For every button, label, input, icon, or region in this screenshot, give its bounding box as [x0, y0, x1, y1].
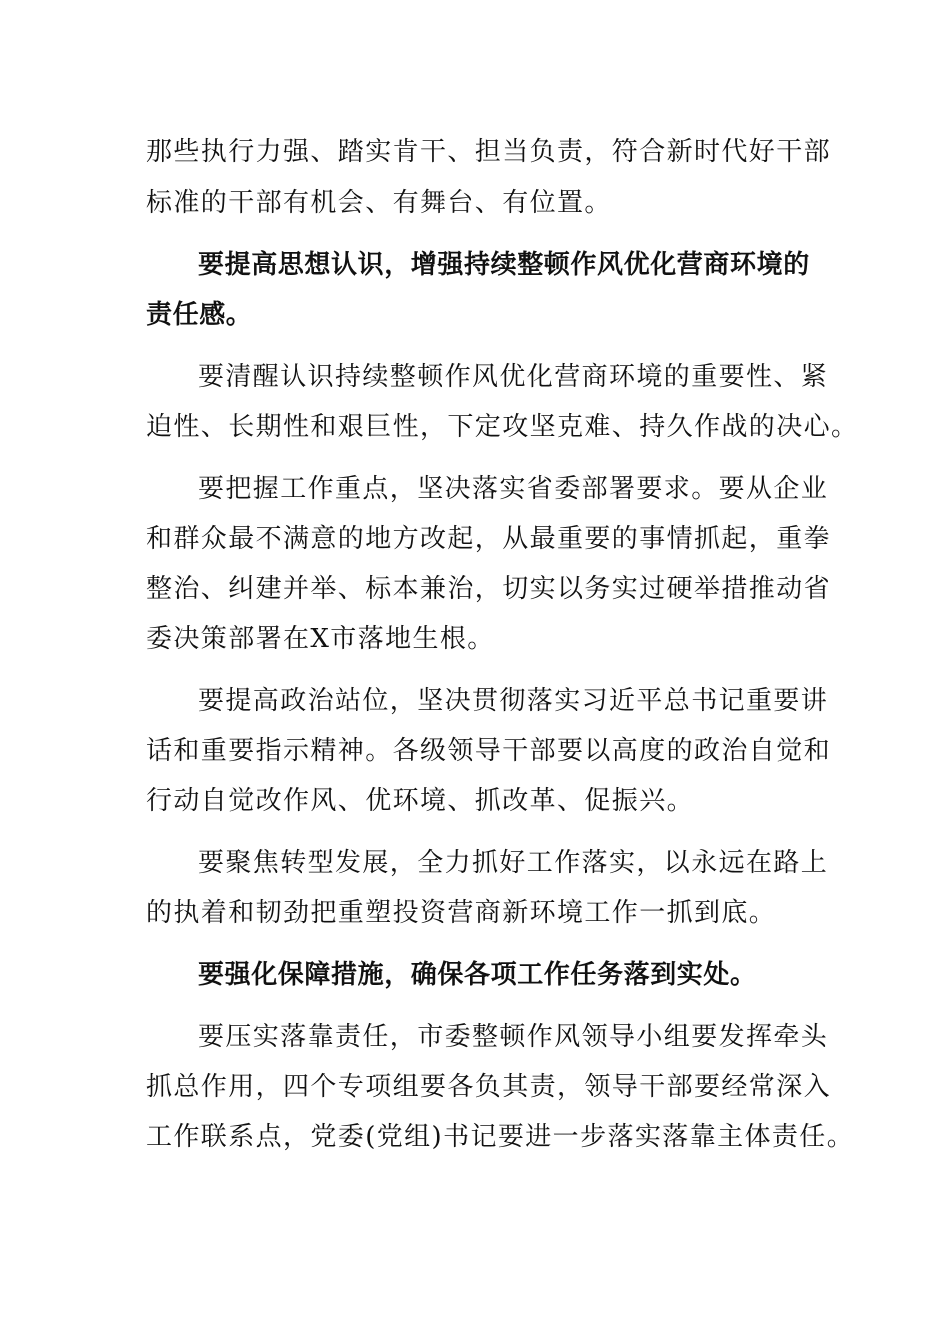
- body-text-line: 抓总作用，四个专项组要各负其责，领导干部要经常深入: [146, 1072, 832, 1102]
- body-text-line: 和群众最不满意的地方改起，从最重要的事情抓起，重拳: [146, 524, 832, 554]
- body-text-line: 行动自觉改作风、优环境、抓改革、促振兴。: [146, 786, 695, 816]
- body-text-line: 的执着和韧劲把重塑投资营商新环境工作一抓到底。: [146, 898, 777, 928]
- body-text-line: 话和重要指示精神。各级领导干部要以高度的政治自觉和: [146, 736, 832, 766]
- body-text-line: 标准的干部有机会、有舞台、有位置。: [146, 188, 612, 218]
- section-heading-line: 责任感。: [146, 300, 253, 330]
- body-text-line: 委决策部署在X市落地生根。: [146, 624, 495, 654]
- body-text-line: 要压实落靠责任，市委整顿作风领导小组要发挥牵头: [198, 1022, 829, 1052]
- body-text-line: 整治、纠建并举、标本兼治，切实以务实过硬举措推动省: [146, 574, 832, 604]
- body-text-line: 要清醒认识持续整顿作风优化营商环境的重要性、紧: [198, 362, 829, 392]
- body-text-line: 要提高政治站位，坚决贯彻落实习近平总书记重要讲: [198, 686, 829, 716]
- section-heading-line: 要强化保障措施，确保各项工作任务落到实处。: [198, 960, 757, 990]
- section-heading-line: 要提高思想认识，增强持续整顿作风优化营商环境的: [198, 250, 810, 280]
- body-text-line: 要把握工作重点，坚决落实省委部署要求。要从企业: [198, 474, 829, 504]
- body-text-line: 迫性、长期性和艰巨性，下定攻坚克难、持久作战的决心。: [146, 412, 859, 442]
- body-text-line: 要聚焦转型发展，全力抓好工作落实，以永远在路上: [198, 848, 829, 878]
- body-text-line: 工作联系点，党委(党组)书记要进一步落实落靠主体责任。: [146, 1122, 855, 1152]
- body-text-line: 那些执行力强、踏实肯干、担当负责，符合新时代好干部: [146, 137, 832, 167]
